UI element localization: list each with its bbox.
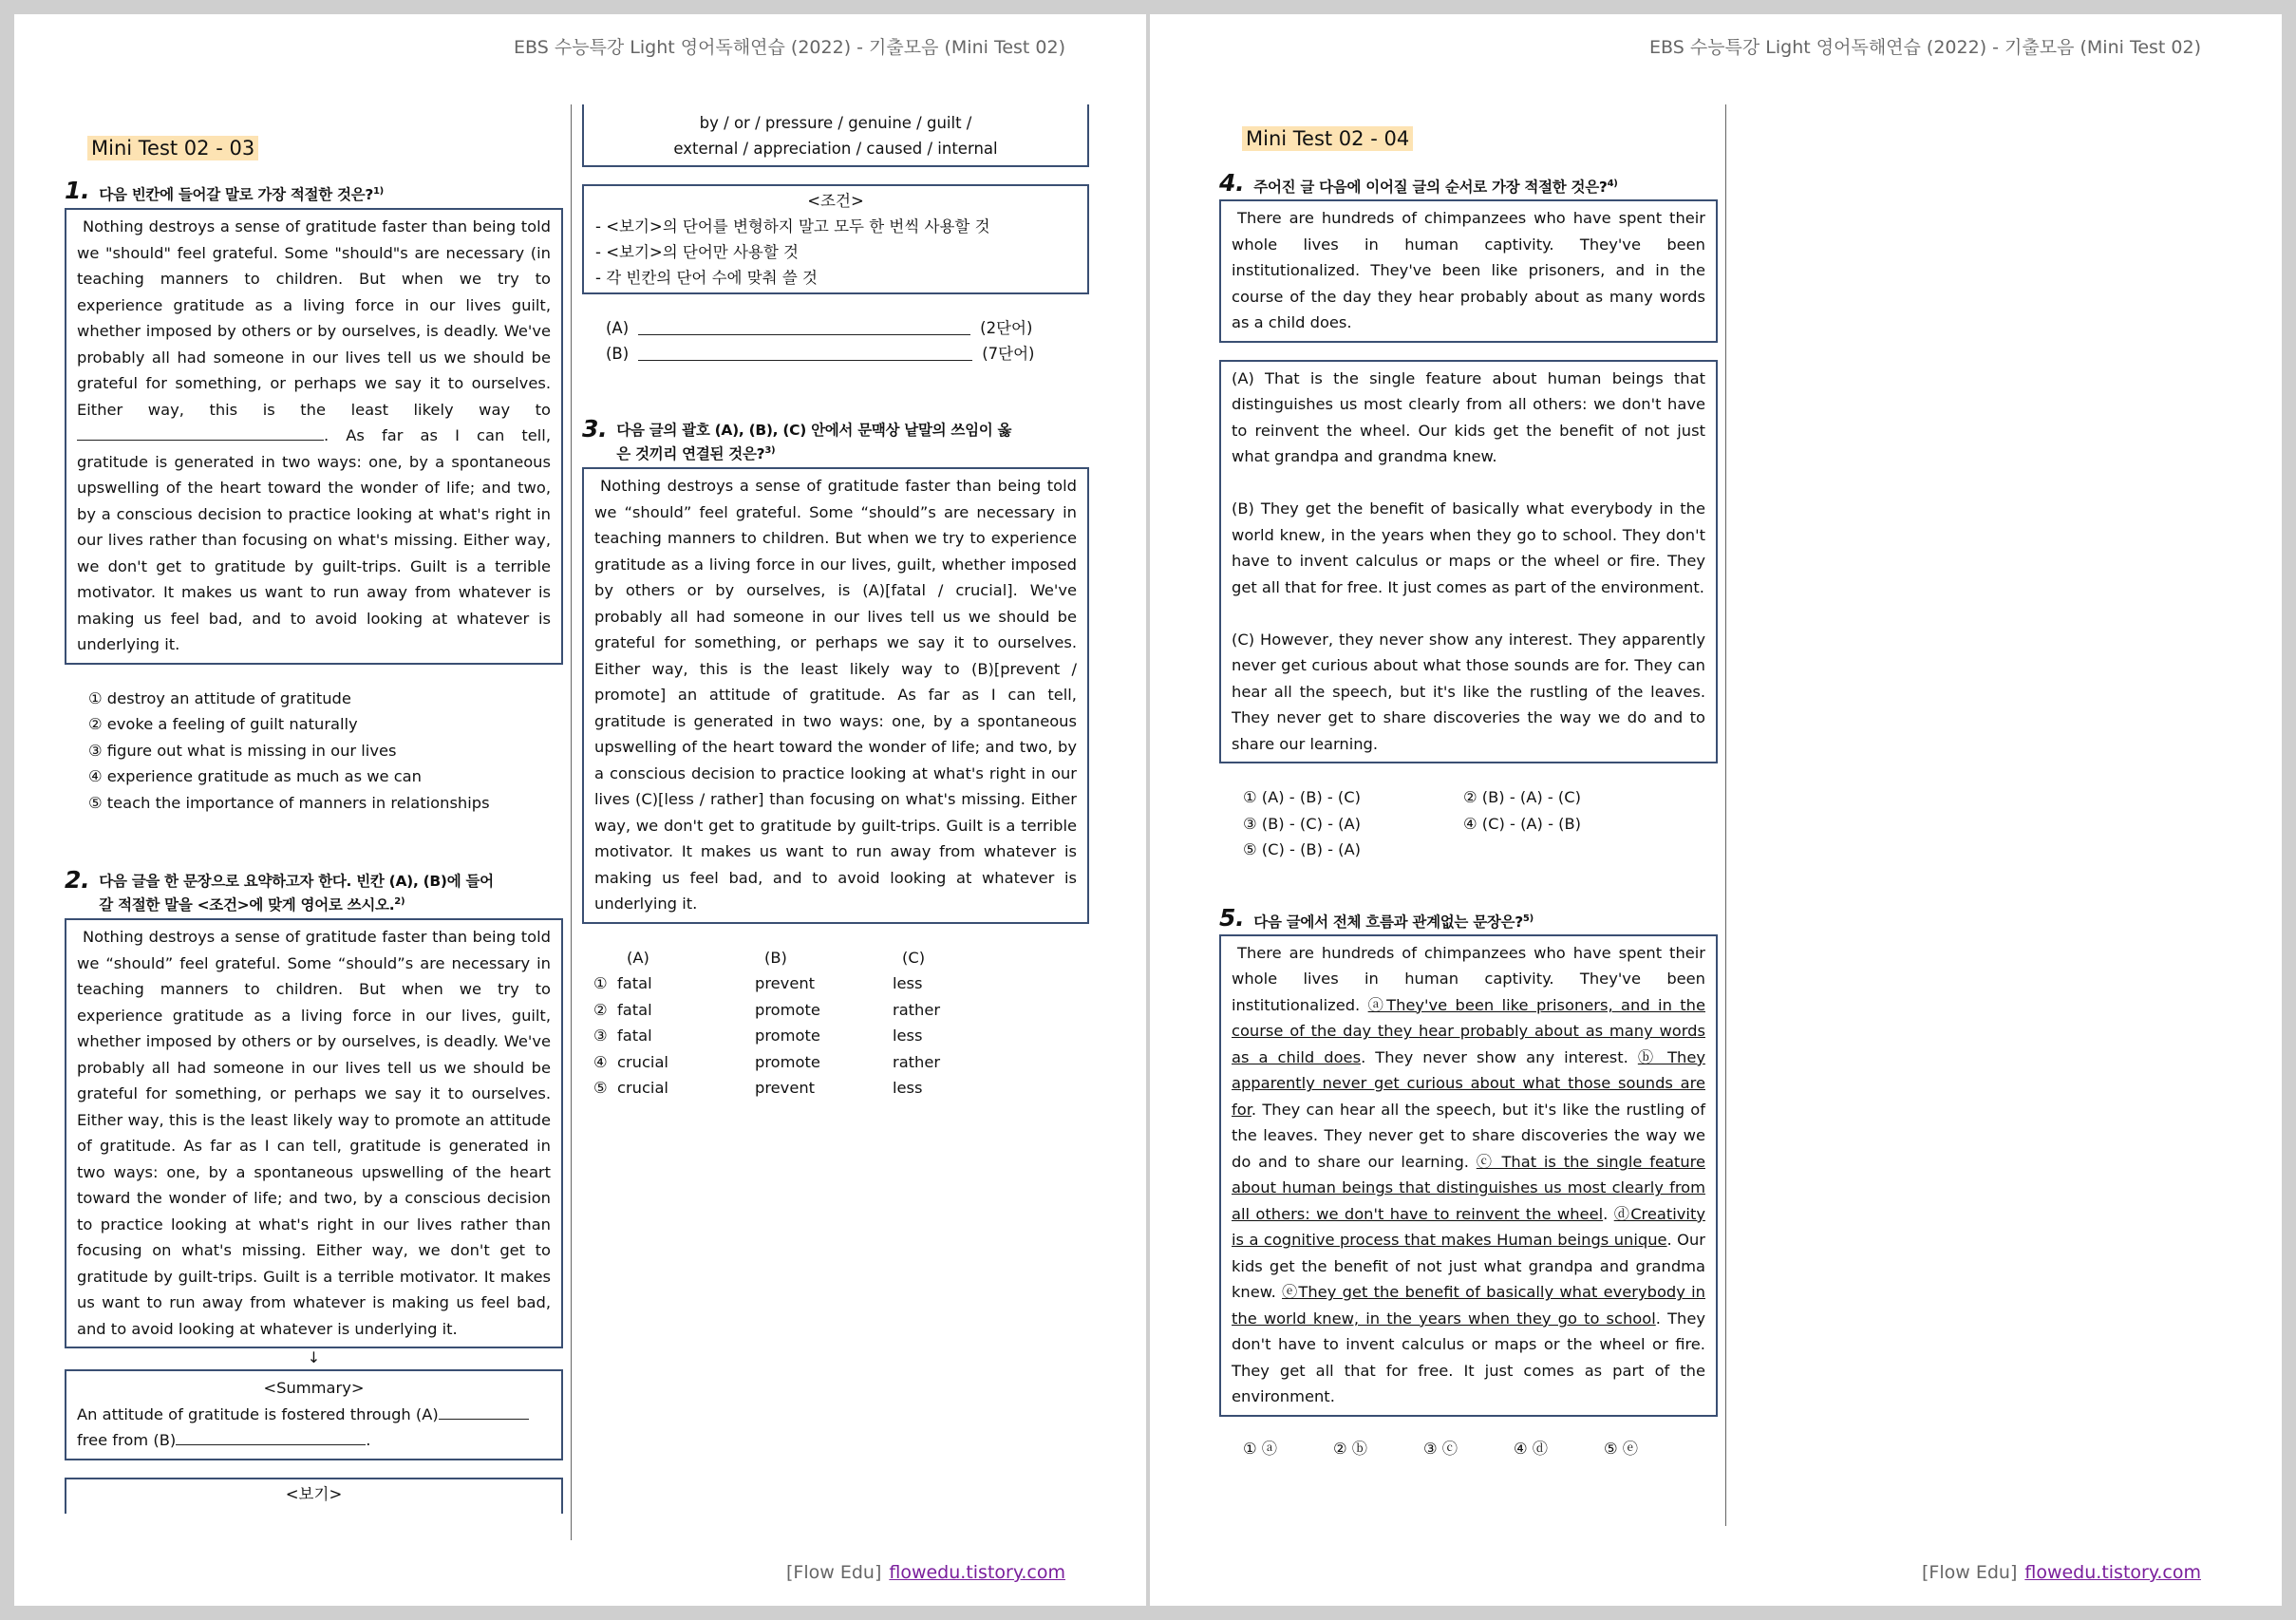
summary-text: An attitude of gratitude is fostered through (A) [77,1404,439,1423]
page-header: EBS 수능특강 Light 영어독해연습 (2022) - 기출모음 (Mini Test 02) [514,37,1065,58]
footer-link[interactable]: flowedu.tistory.com [889,1562,1065,1583]
question-text: 다음 빈칸에 들어갈 말로 가장 적절한 것은? [99,186,374,204]
footnote-marker: 2) [394,896,405,908]
answer-lines [606,315,1095,367]
option[interactable]: ① ⓐ [1243,1439,1278,1458]
passage-text: There are hundreds of chimpanzees who have spent their whole lives in human captivity. They've been institutionalized. [1232,943,1705,1014]
option[interactable]: ④ experience gratitude as much as we can [88,767,422,786]
right-column-1 [1219,126,1722,1461]
option-cell: rather [893,1000,941,1019]
sentence-d: ⓓCreativity is a cognitive process that makes Human beings unique [1232,1204,1705,1250]
question-3-passage: Nothing destroys a sense of gratitude faster than being told we “should” feel grateful. Some “should”s are necessary in teaching manners to children. But when we try to experience gratitude as a living force in our lives, guilt, whether imposed by others or by ourselves, is (A)[fatal / crucial]. We've probably all had someone in our lives tell us we should be grateful for something, or perhaps we say it to ourselves. Either way, this is the least likely way to (B)[prevent / promote] an attitude of gratitude. As far as I can tell, gratitude is generated in two ways: one, by a spontaneous upswelling of the heart toward the wonder of life; and two, by a conscious decision to practice looking at what's right in our lives (C)[less / rather] than focusing on what's missing. Either way, we don't get to gratitude by guilt-trips. Guilt is a terrible motivator. It makes us want to run away from whatever is making us feel bad, and to avoid looking at whatever is underlying it. [582,467,1089,924]
option[interactable]: ⑤ (C) - (B) - (A) [1243,840,1362,859]
condition-item: - 각 빈칸의 단어 수에 맞춰 쓸 것 [595,269,818,287]
down-arrow-icon: ↓ [307,1348,321,1367]
paragraph-b: (B) They get the benefit of basically what everybody in the world knew, in the years when they go to school. They don't have to invent calculus or maps or the wheel or fire. They get all that for free. It just comes as part of the environment. [1232,499,1705,596]
question-2-passage: Nothing destroys a sense of gratitude faster than being told we “should” feel grateful. Some “should”s are necessary in teaching manners to children. But when we try to experience gratitude as a living force in our lives, guilt, whether imposed by others or by ourselves, is deadly. We've probably all had someone in our lives tell us we should be grateful for something, or perhaps we say it to ourselves. Either way, this is the least likely way to promote an attitude of gratitude. As far as I can tell, gratitude is generated in two ways: one, by a spontaneous upswelling of the heart toward the wonder of life; and two, by a conscious decision to practice looking at what's right in our lives rather than focusing on what's missing. Either way, we don't get to gratitude by guilt-trips. Guilt is a terrible motivator. It makes us want to run away from whatever is making us feel bad, and to avoid looking at whatever is underlying it. [65,918,563,1348]
bogi-title: <보기> [285,1484,343,1503]
question-text: 다음 글을 한 문장으로 요약하고자 한다. 빈칸 (A), (B)에 들어 [99,873,494,891]
option[interactable]: ① (A) - (B) - (C) [1243,788,1362,807]
option-number: ② [593,1000,608,1019]
option[interactable]: ② evoke a feeling of guilt naturally [88,715,358,734]
question-text: 주어진 글 다음에 이어질 글의 순서로 가장 적절한 것은? [1253,179,1608,197]
question-2-prompt [65,867,568,915]
option[interactable]: ③ figure out what is missing in our lives [88,741,397,760]
option-cell: crucial [617,1052,668,1071]
column-header: (C) [902,948,926,967]
question-5-options [1243,1436,1722,1462]
passage-text: . As far as I can tell, gratitude is generated in two ways: one, by a spontaneous upswelling of the heart toward the wonder of life; and two, by a conscious decision to practice looking at what's right in our lives rather than focusing on what's missing. Either way, we don't get to gratitude by guilt-trips. Guilt is a terrible motivator. It makes us want to run away from whatever is making us feel bad, and to avoid looking at whatever is underlying it. [77,426,551,654]
footnote-marker: 4) [1607,179,1618,189]
column-divider [571,104,572,1540]
answer-blank [77,426,324,441]
bogi-words: by / or / pressure / genuine / guilt / [699,114,972,132]
passage-text: Nothing destroys a sense of gratitude faster than being told we "should" feel grateful. Some "should"s are necessary (in teaching manners to children. But when we try to experience gratitude as a living force in our lives guilt, whether imposed by others or by ourselves, is deadly. We've probably all had someone in our lives tell us we should be grateful for something, or perhaps we say it to ourselves. Either way, this is the least likely way to [77,217,551,419]
sentence-b: ⓑ They apparently never get curious about what those sounds are for [1232,1047,1705,1119]
option-row[interactable] [593,997,997,1024]
question-1-passage [65,208,563,665]
column-header: (B) [764,948,787,967]
option-number: ① [593,974,608,993]
question-number: 2. [65,866,90,895]
option[interactable]: ② ⓑ [1333,1439,1368,1458]
option-cell: fatal [617,974,652,993]
question-number: 1. [65,177,90,204]
word-count: (7단어) [982,345,1035,363]
option[interactable]: ② (B) - (A) - (C) [1463,788,1582,807]
answer-blank-b [176,1431,366,1445]
sentence-a: ⓐThey've been like prisoners, and in the course of the day they hear probably about as many words as a child does [1232,995,1705,1066]
question-text: 갈 적절한 말을 <조건>에 맞게 영어로 쓰시오. [99,896,395,914]
option-cell: fatal [617,1027,652,1045]
left-column-2 [582,104,1095,1102]
option-number: ④ [593,1052,608,1071]
option-cell: prevent [755,974,816,993]
question-3-prompt [582,416,1095,464]
option-number: ③ [593,1027,608,1045]
question-4-prompt [1219,170,1722,198]
page-footer [1922,1562,2201,1583]
question-5-passage [1219,934,1718,1417]
option-cell: less [893,1027,923,1045]
footnote-marker: 1) [373,186,384,197]
summary-text: . [366,1431,371,1450]
word-count: (2단어) [980,319,1033,337]
passage-text: . They don't have to invent calculus or maps or the wheel or fire. They get all that for free. It just comes as part of the environment. [1232,1309,1705,1406]
option-row[interactable] [593,1049,997,1076]
option[interactable]: ⑤ ⓔ [1604,1439,1639,1458]
option[interactable]: ⑤ teach the importance of manners in relationships [88,793,490,812]
question-4-given-passage: There are hundreds of chimpanzees who have spent their whole lives in human captivity. They've been institutionalized. They've been like prisoners, and in the course of the day they hear probably about as many words as a child does. [1219,199,1718,343]
question-4-paragraphs [1219,360,1718,764]
option[interactable]: ④ ⓓ [1514,1439,1549,1458]
option-row[interactable] [593,1023,997,1049]
option-cell: less [893,974,923,993]
left-page [14,14,1146,1606]
question-3-options [593,945,997,1102]
passage-text: . They can hear all the speech, but it's like the rustling of the leaves. They never get to share discoveries the way we do and to share our learning. [1232,1100,1705,1171]
paragraph-a: (A) That is the single feature about human beings that distinguishes us most clearly from all others: we don't have to reinvent the wheel. Our kids get the benefit of not just what grandpa and grandma knew. [1232,368,1705,466]
option-cell: promote [755,1000,820,1019]
question-1-options [88,686,568,817]
option-cell: less [893,1079,923,1098]
answer-line-a[interactable] [638,321,970,335]
passage-text: . Our kids get the benefit of not just what grandpa and grandma knew. [1232,1231,1705,1302]
option-cell: promote [755,1027,820,1045]
summary-text: free from (B) [77,1431,177,1450]
question-number: 5. [1219,903,1245,932]
passage-text: . They never show any interest. [1361,1047,1638,1066]
question-4-options [1243,784,1722,863]
option-cell: promote [755,1052,820,1071]
option[interactable]: ③ (B) - (C) - (A) [1243,814,1362,833]
bogi-box-bottom [582,104,1089,167]
option-cell: crucial [617,1079,668,1098]
conditions-title: <조건> [807,192,864,210]
paragraph-c: (C) However, they never show any interest. They apparently never get curious about what those sounds are for. They can hear all the speech, but it's like the rustling of the leaves. They never get to share discoveries the way we do and to share our learning. [1232,630,1705,753]
condition-item: - <보기>의 단어만 사용할 것 [595,243,799,261]
column-divider [1725,104,1726,1526]
answer-blank-a [439,1405,529,1420]
question-5-prompt [1219,905,1722,932]
answer-label: (A) [606,319,630,337]
footnote-marker: 5) [1522,913,1534,924]
footer-brand: [Flow Edu] [786,1562,882,1583]
option-number: ⑤ [593,1079,608,1098]
question-1-prompt [65,178,568,205]
section-label: Mini Test 02 - 03 [87,136,258,160]
question-text: 다음 글의 괄호 (A), (B), (C) 안에서 문맥상 낱말의 쓰임이 옳 [616,422,1012,439]
bogi-words: external / appreciation / caused / internal [673,140,998,158]
footer-link[interactable]: flowedu.tistory.com [2024,1562,2201,1583]
option-row[interactable] [593,970,997,997]
option[interactable]: ④ (C) - (A) - (B) [1463,814,1582,833]
option[interactable]: ① destroy an attitude of gratitude [88,688,351,707]
condition-item: - <보기>의 단어를 변형하지 말고 모두 한 번씩 사용할 것 [595,217,990,235]
conditions-box [582,184,1089,294]
sentence-e: ⓔThey get the benefit of basically what everybody in the world knew, in the years when they go to school [1232,1283,1705,1328]
option-cell: rather [893,1052,941,1071]
option-cell: prevent [755,1079,816,1098]
page-header: EBS 수능특강 Light 영어독해연습 (2022) - 기출모음 (Mini Test 02) [1649,37,2201,58]
sentence-c: ⓒ That is the single feature about human beings that distinguishes us most clearly from all others: we don't have to reinvent the wheel [1232,1152,1705,1223]
section-label: Mini Test 02 - 04 [1242,126,1413,151]
question-number: 3. [582,415,608,443]
option[interactable]: ③ ⓒ [1423,1439,1459,1458]
footer-brand: [Flow Edu] [1922,1562,2018,1583]
bogi-box-top [65,1478,563,1514]
footnote-marker: 3) [764,445,776,456]
column-header: (A) [627,948,649,967]
page-footer [786,1562,1065,1583]
option-cell: fatal [617,1000,652,1019]
passage-text: . [1603,1204,1614,1223]
option-row[interactable] [593,1075,997,1102]
right-page [1150,14,2282,1606]
summary-title: <Summary> [263,1379,365,1398]
question-number: 4. [1219,169,1245,197]
question-text: 다음 글에서 전체 흐름과 관계없는 문장은? [1253,913,1523,931]
answer-line-b[interactable] [638,347,972,361]
question-text: 은 것끼리 연결된 것은? [616,445,765,463]
answer-label: (B) [606,345,630,363]
summary-box [65,1369,563,1460]
left-column-1 [65,136,568,1514]
